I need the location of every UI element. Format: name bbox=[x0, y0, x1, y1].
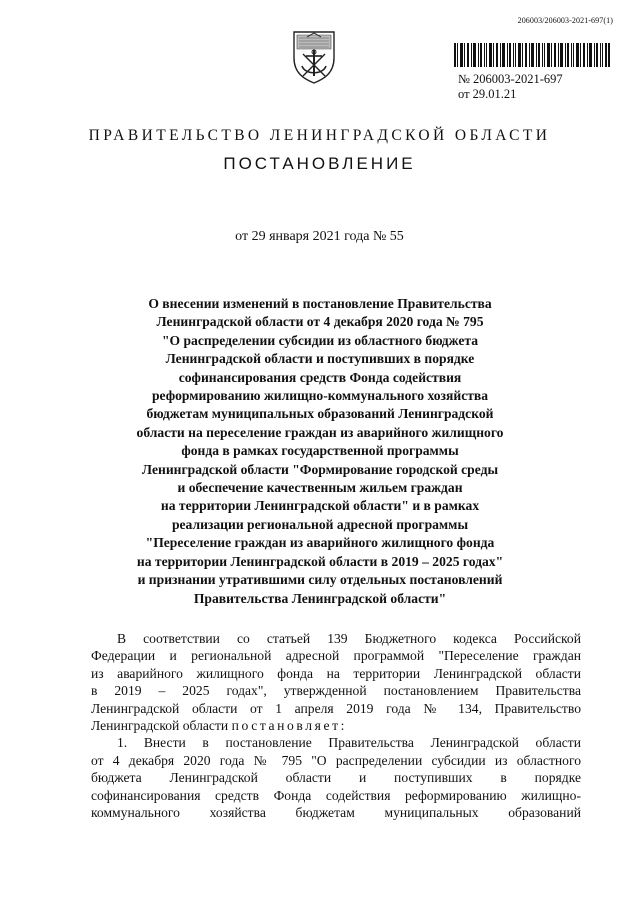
title-line: Правительства Ленинградской области" bbox=[193, 590, 447, 606]
title-line: и обеспечение качественным жильем граждан bbox=[177, 480, 463, 496]
document-date-number: от 29 января 2021 года № 55 bbox=[235, 229, 404, 244]
resolves-word: постановляет: bbox=[231, 718, 348, 734]
registration-number: № 206003-2021-697 bbox=[458, 72, 563, 86]
registration-date: от 29.01.21 bbox=[458, 87, 517, 101]
body-line: в 2019 – 2025 годах", утвержденной постановлением Правительства bbox=[91, 683, 581, 699]
title-line: О внесении изменений в постановление Правительства bbox=[148, 296, 492, 311]
barcode-icon bbox=[454, 43, 610, 67]
title-line: на территории Ленинградской области" и в рамках bbox=[160, 498, 480, 514]
document-id: 206003/206003-2021-697(1) bbox=[517, 16, 613, 25]
preamble-paragraph bbox=[91, 630, 581, 734]
title-line: "О распределении субсидии из областного бюджета bbox=[161, 332, 479, 348]
body-line: коммунального хозяйства бюджетам муниципальных образований bbox=[91, 805, 581, 821]
body-line: Федерации и региональной адресной программой "Переселение граждан bbox=[91, 648, 581, 664]
title-line: на территории Ленинградской области в 2019 – 2025 годах" bbox=[136, 553, 504, 569]
title-line: области на переселение граждан из аварийного жилищного bbox=[136, 424, 504, 440]
title-line: "Переселение граждан из аварийного жилищного фонда bbox=[145, 535, 495, 551]
title-line: софинансирования средств Фонда содействия bbox=[178, 369, 462, 385]
title-line: Ленинградской области и поступивших в порядке bbox=[165, 351, 475, 367]
title-line: фонда в рамках государственной программы bbox=[181, 443, 459, 459]
document-title bbox=[110, 295, 530, 608]
body-line: из аварийного жилищного фонда на территории Ленинградской области bbox=[91, 665, 581, 681]
clause-1-paragraph bbox=[91, 734, 581, 821]
body-line: В соответствии со статьей 139 Бюджетного кодекса Российской bbox=[117, 631, 581, 646]
body-line-prefix: Ленинградской области bbox=[91, 718, 232, 734]
title-line: реформированию жилищно-коммунального хозяйства bbox=[151, 388, 489, 404]
leningrad-oblast-coat-of-arms-icon bbox=[291, 28, 337, 84]
registration-block bbox=[458, 72, 563, 102]
title-line: реализации региональной адресной программы bbox=[171, 516, 469, 532]
body-line: бюджета Ленинградской области и поступивших в порядке bbox=[91, 770, 581, 786]
title-line: и признании утратившими силу отдельных постановлений bbox=[137, 572, 503, 588]
title-line: Ленинградской области "Формирование городской среды bbox=[141, 461, 499, 477]
body-line: от 4 декабря 2020 года № 795 "О распределении субсидии из областного bbox=[91, 752, 581, 768]
title-line: бюджетам муниципальных образований Ленинградской bbox=[146, 406, 494, 422]
body-line bbox=[91, 717, 581, 734]
body-line: 1. Внести в постановление Правительства Ленинградской области bbox=[117, 735, 581, 751]
document-type: ПОСТАНОВЛЕНИЕ bbox=[223, 154, 416, 173]
body-line: Ленинградской области от 1 апреля 2019 года № 134, Правительство bbox=[91, 700, 581, 716]
document-body bbox=[91, 630, 581, 821]
issuing-authority: ПРАВИТЕЛЬСТВО ЛЕНИНГРАДСКОЙ ОБЛАСТИ bbox=[88, 127, 551, 144]
body-line: софинансирования средств Фонда содействия реформированию жилищно- bbox=[91, 787, 581, 803]
title-line: Ленинградской области от 4 декабря 2020 года № 795 bbox=[156, 314, 484, 330]
